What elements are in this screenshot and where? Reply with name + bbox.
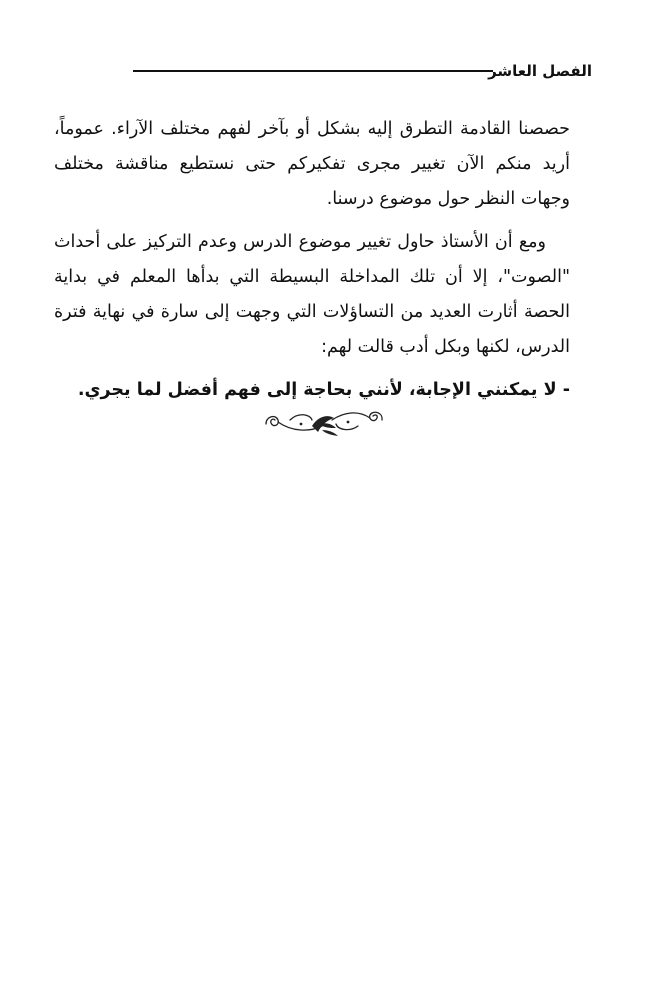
header-rule xyxy=(133,70,493,72)
paragraph-narration: ومع أن الأستاذ حاول تغيير موضوع الدرس وعدم التركيز على أحداث "الصوت"، إلا أن تلك المداخلة البسيطة التي بدأها المعلم في بداية الحصة أثارت العديد من التساؤلات التي وجهت إلى سارة في نهاية فترة الدرس، لكنها وبكل أدب قالت لهم: xyxy=(54,232,570,357)
paragraph-continuation: حصصنا القادمة التطرق إليه بشكل أو بآخر لفهم مختلف الآراء. عموماً، أريد منكم الآن تغيير مجرى تفكيركم حتى نستطيع مناقشة مختلف وجهات النظر حول موضوع درسنا. xyxy=(54,119,570,209)
paragraph-dialogue: - لا يمكنني الإجابة، لأنني بحاجة إلى فهم أفضل لما يجري. xyxy=(77,380,570,400)
page-body xyxy=(54,112,570,416)
page-header xyxy=(0,58,646,88)
floral-divider-icon xyxy=(262,402,386,442)
chapter-title: الفصل العاشر xyxy=(488,62,592,80)
